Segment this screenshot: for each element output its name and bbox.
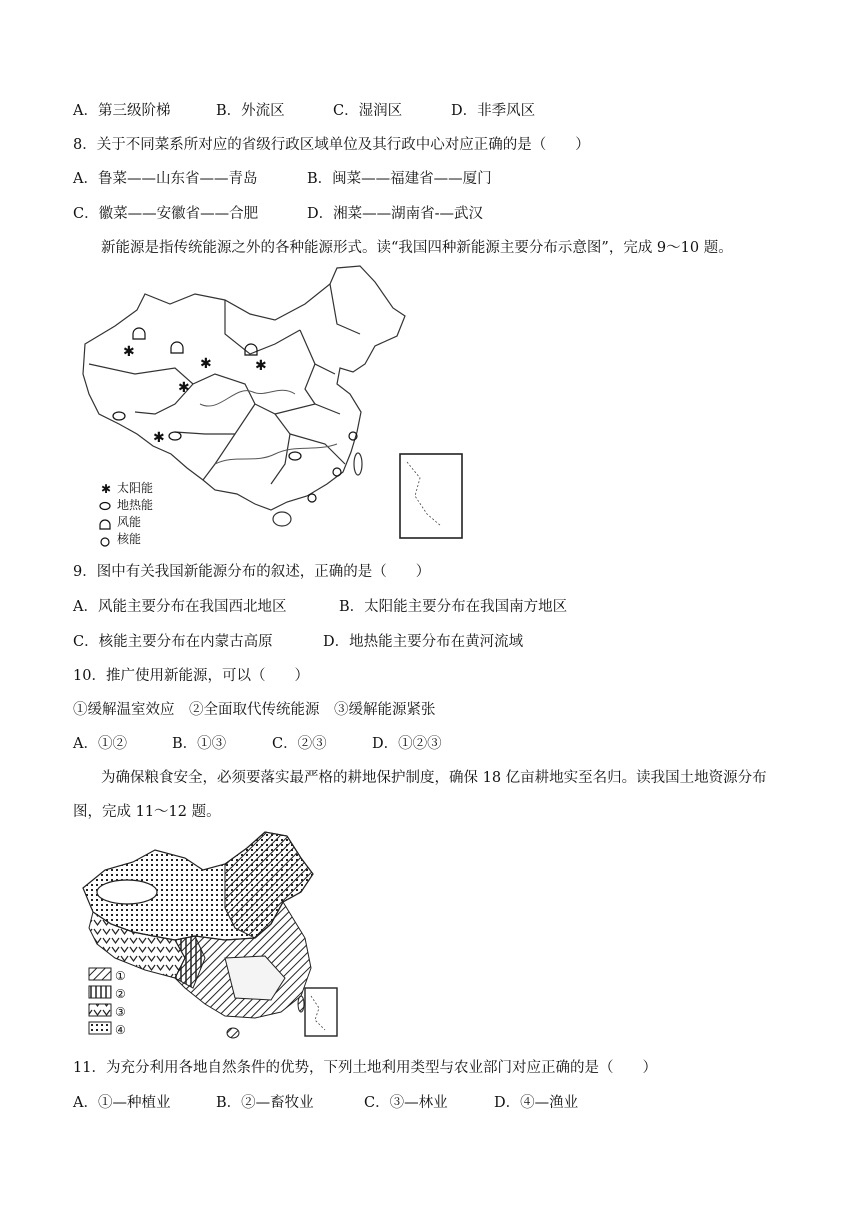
q8-option-d: D．湘菜——湖南省-—武汉: [307, 206, 484, 222]
legend-wind: 风能: [117, 515, 142, 529]
q7-option-c: C．湿润区: [333, 103, 403, 119]
q9-option-a: A．风能主要分布在我国西北地区: [73, 599, 287, 615]
legend-solar: 太阳能: [117, 481, 154, 495]
land-legend: [115, 967, 126, 1039]
q11-option-a: A．①—种植业: [73, 1095, 171, 1111]
land-resource-map: [75, 828, 345, 1043]
q9-option-b: B．太阳能主要分布在我国南方地区: [339, 599, 568, 615]
q9-option-c: C．核能主要分布在内蒙古高原: [73, 634, 273, 650]
svg-text:✱: ✱: [200, 356, 212, 372]
legend-type-4: ④: [115, 1023, 126, 1037]
svg-text:✱: ✱: [101, 482, 112, 496]
new-energy-map: [75, 264, 470, 554]
q11-option-d: D．④—渔业: [494, 1095, 579, 1111]
q10-stem: 10．推广使用新能源，可以（ ）: [73, 668, 309, 684]
q8-option-a: A．鲁菜——山东省——青岛: [73, 171, 258, 187]
intro-new-energy: 新能源是指传统能源之外的各种能源形式。读“我国四种新能源主要分布示意图”，完成 9～10 题。: [101, 240, 733, 256]
q10-option-c: C．②③: [272, 736, 327, 752]
q10-option-a: A．①②: [73, 736, 127, 752]
q8-option-c: C．徽菜——安徽省——合肥: [73, 206, 259, 222]
q11-option-c: C．③—林业: [364, 1095, 448, 1111]
q8-stem: 8．关于不同菜系所对应的省级行政区域单位及其行政中心对应正确的是（ ）: [73, 137, 590, 153]
new-energy-legend: [117, 480, 153, 548]
intro-land-line1: 为确保粮食安全，必须要落实最严格的耕地保护制度，确保 18 亿亩耕地实至名归。读我国土地资源分布: [101, 770, 767, 786]
q7-option-a: A．第三级阶梯: [73, 103, 171, 119]
svg-text:✱: ✱: [123, 344, 135, 360]
q8-option-b: B．闽菜——福建省——厦门: [307, 171, 492, 187]
legend-nuclear: 核能: [117, 532, 142, 546]
intro-land-line2: 图，完成 11～12 题。: [73, 804, 221, 820]
q9-option-d: D．地热能主要分布在黄河流域: [323, 634, 524, 650]
q7-option-b: B．外流区: [216, 103, 285, 119]
svg-text:✱: ✱: [153, 430, 165, 446]
q11-option-b: B．②—畜牧业: [216, 1095, 314, 1111]
legend-type-1: ①: [115, 969, 126, 983]
q10-option-b: B．①③: [172, 736, 227, 752]
legend-type-2: ②: [115, 987, 126, 1001]
svg-text:✱: ✱: [255, 358, 267, 374]
q10-option-d: D．①②③: [372, 736, 442, 752]
q9-stem: 9．图中有关我国新能源分布的叙述，正确的是（ ）: [73, 564, 431, 580]
q11-stem: 11．为充分利用各地自然条件的优势，下列土地利用类型与农业部门对应正确的是（ ）: [73, 1060, 657, 1076]
q7-option-d: D．非季风区: [451, 103, 536, 119]
legend-type-3: ③: [115, 1005, 126, 1019]
q10-items: ①缓解温室效应 ②全面取代传统能源 ③缓解能源紧张: [73, 702, 436, 718]
legend-geothermal: 地热能: [117, 498, 154, 512]
svg-text:✱: ✱: [178, 380, 190, 396]
